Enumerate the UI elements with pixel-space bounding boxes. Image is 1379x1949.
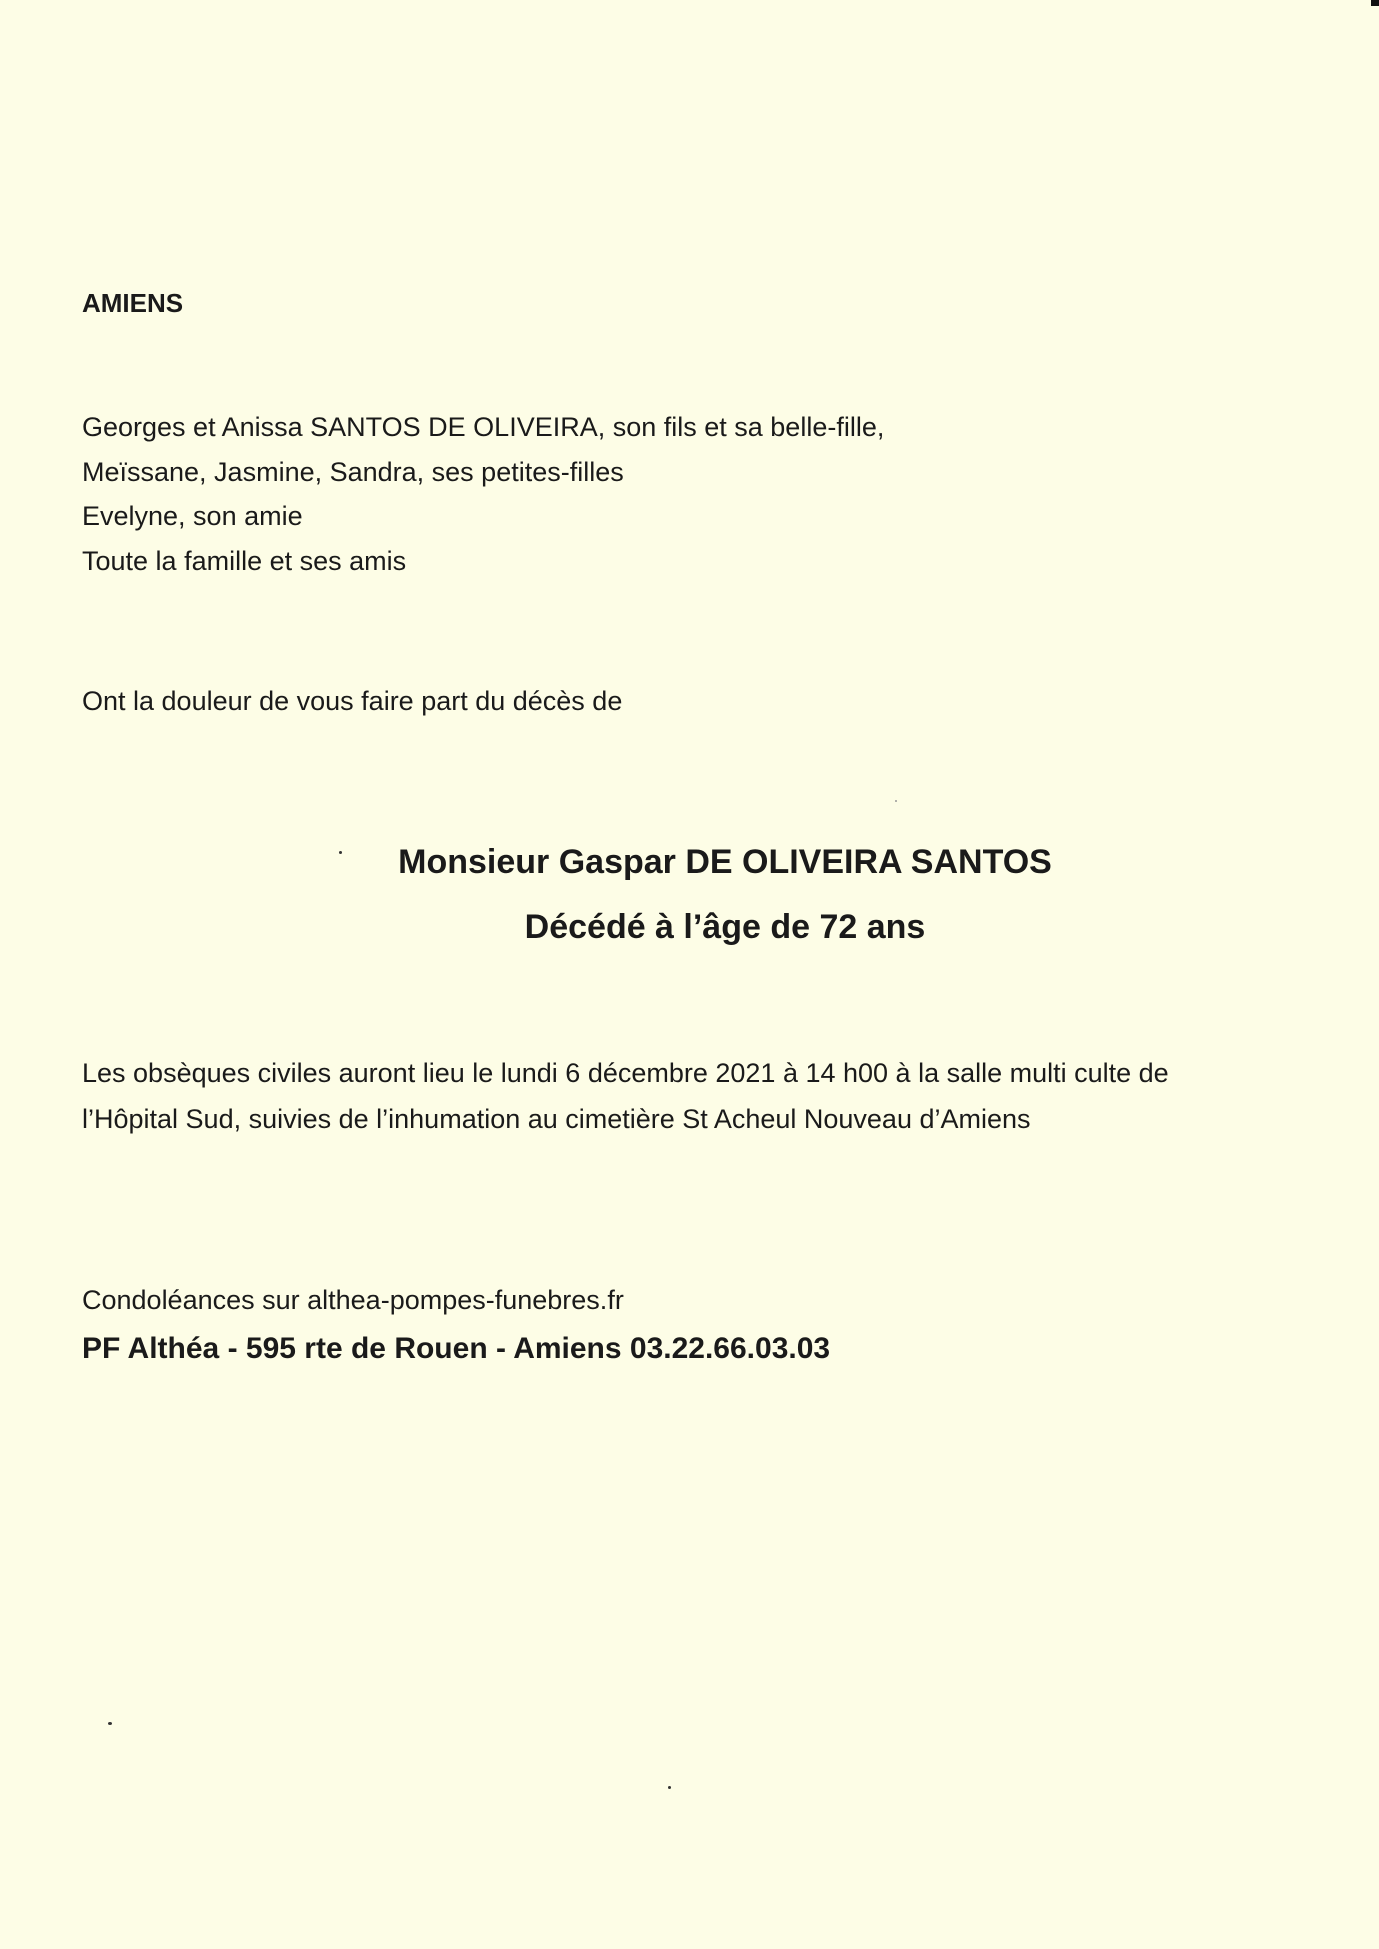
condolences-line: Condoléances sur althea-pompes-funebres.fr	[82, 1285, 624, 1315]
family-line: Georges et Anissa SANTOS DE OLIVEIRA, son fils et sa belle-fille,	[82, 412, 885, 442]
family-line: Meïssane, Jasmine, Sandra, ses petites-filles	[82, 457, 624, 487]
funeral-details-line: l’Hôpital Sud, suivies de l’inhumation au cimetière St Acheul Nouveau d’Amiens	[82, 1104, 1031, 1134]
family-line: Toute la famille et ses amis	[82, 546, 407, 576]
deceased-name: Monsieur Gaspar DE OLIVEIRA SANTOS	[398, 843, 1052, 881]
scan-speck	[895, 800, 897, 802]
family-line: Evelyne, son amie	[82, 501, 303, 531]
funeral-home-contact: PF Althéa - 595 rte de Rouen - Amiens 03.22.66.03.03	[82, 1332, 831, 1365]
announcement-intro: Ont la douleur de vous faire part du décès de	[82, 686, 623, 716]
scan-speck	[108, 1722, 112, 1725]
funeral-details-line: Les obsèques civiles auront lieu le lundi 6 décembre 2021 à 14 h00 à la salle multi culte de	[82, 1058, 1169, 1088]
deceased-age: Décédé à l’âge de 72 ans	[524, 908, 926, 946]
scan-speck	[339, 851, 342, 854]
scan-mark	[1371, 0, 1379, 6]
scan-speck	[668, 1786, 671, 1789]
city-heading: AMIENS	[82, 288, 184, 318]
